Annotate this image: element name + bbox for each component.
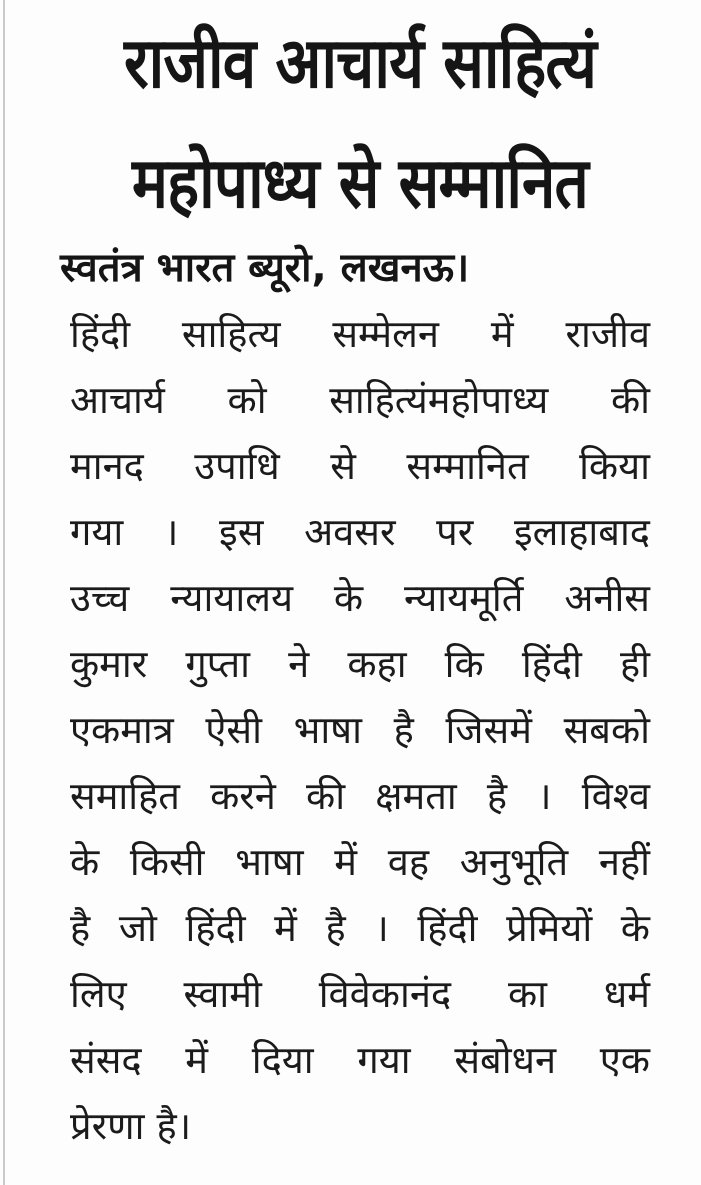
body-line: के किसी भाषा में वह अनुभूति नहीं [70,840,650,884]
body-line: समाहित करने की क्षमता है । विश्व [70,774,650,818]
headline-line-1: राजीव आचार्य साहित्यं [123,22,597,104]
body-line: है जो हिंदी में है । हिंदी प्रेमियों के [70,906,650,950]
body-line: हिंदी साहित्य सम्मेलन में राजीव [70,312,650,356]
body-line: आचार्य को साहित्यंमहोपाध्य की [70,378,650,422]
body-line: प्रेरणा है। [70,1104,192,1148]
headline-line-2: महोपाध्य से सम्मानित [132,142,588,224]
body-line: संसद में दिया गया संबोधन एक [70,1038,650,1082]
body-line: लिए स्वामी विवेकानंद का धर्म [70,972,650,1016]
body-line: कुमार गुप्ता ने कहा कि हिंदी ही [70,642,650,686]
body-line: एकमात्र ऐसी भाषा है जिसमें सबको [70,708,650,752]
dateline: स्वतंत्र भारत ब्यूरो, लखनऊ। [60,245,470,291]
body-line: मानद उपाधि से सम्मानित किया [70,444,650,488]
body-line: उच्च न्यायालय के न्यायमूर्ति अनीस [70,576,650,620]
body-line: गया । इस अवसर पर इलाहाबाद [70,510,650,554]
clipping-edge [3,0,5,1185]
